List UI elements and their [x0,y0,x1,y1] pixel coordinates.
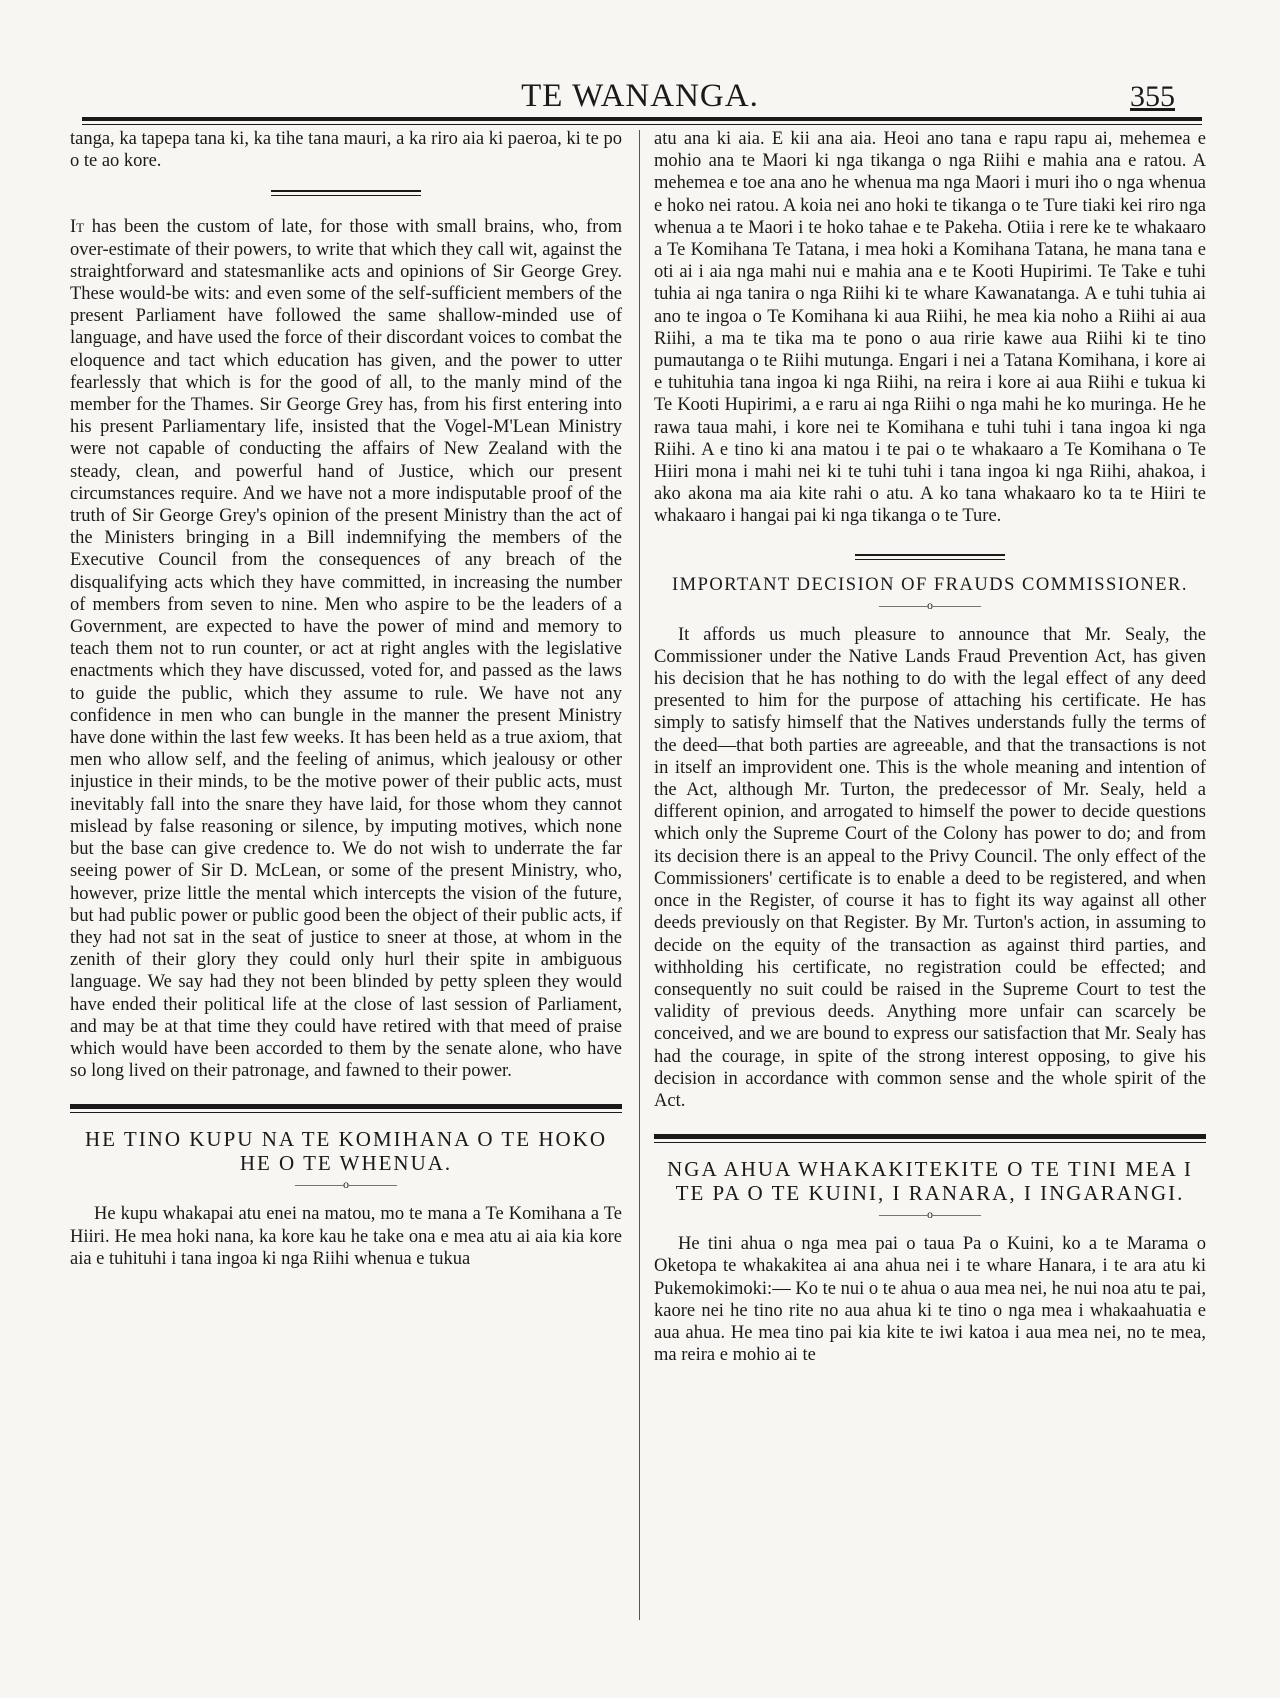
section-rule-thin [654,1142,1206,1143]
left-column [70,128,622,1270]
heading-ornament: ————o———— [879,597,981,612]
frauds-decision-text: It affords us much pleasure to announce that Mr. Sealy, the Commissioner under the Native Lands Fraud Prevention Act, has given his decision that he has nothing to do with the legal effect of any deed presented to him for the purpose of attaching his certificate. He has simply to satisfy himself that the Natives understands fully the terms of the deed—that both parties are agreeable, and that the transactions is not in itself an improvident one. This is the whole meaning and intention of the Act, although Mr. Turton, the predecessor of Mr. Sealy, held a different opinion, and arrogated to himself the power to decide questions which only the Supreme Court of the Colony has power to do; and from its decision there is an appeal to the Privy Council. The only effect of the Commissioners' certificate is to enable a deed to be registered, and when once in the Register, of course it has to fight its way against all other deeds previously on that Register. By Mr. Turton's action, in assuming to decide on the equity of the transaction as against third parties, and withholding his certificate, no registration could be effected; and consequently no suit could be raised in the Supreme Court to test the validity of previous deeds. Anything more unfair can scarcely be conceived, and we are bound to express our satisfaction that Mr. Sealy has had the courage, in spite of the strong interest opposing, to give his decision in accordance with common sense and the whole spirit of the Act. [654,624,1206,1111]
frauds-decision-heading: IMPORTANT DECISION OF FRAUDS COMMISSIONER. [672,574,1188,595]
right-column [654,128,1206,1366]
article-separator-thin [855,559,1005,560]
exhibition-heading: NGA AHUA WHAKAKITEKITE O TE TINI MEA I TE PA O TE KUINI, I RANARA, I INGARANGI. [667,1157,1193,1206]
editorial-lead-word: It [70,217,85,238]
column-divider [639,130,640,1620]
header-rule-thin [82,124,1202,125]
header-rule [82,117,1202,121]
newspaper-title: TE WANANGA. [521,78,759,114]
editorial-article [70,216,622,1082]
article-separator [271,190,421,192]
maori-decision-text: He kupu whakapai atu enei na matou, mo te mana a Te Komihana a Te Hiiri. He mea hoki nana, ka kore kau he take ona e mea atu ai aia kia kore aia e tuhituhi i tana ingoa ki nga Riihi whenua e tukua [70,1204,622,1269]
editorial-body: has been the custom of late, for those with small brains, who, from over-estimate of their powers, to write that which they call wit, against the straightforward and statesmanlike acts and opinions of Sir George Grey. These would-be wits: and even some of the self-sufficient members of the present Parliament have followed the same shallow-minded use of language, and have used the force of their discordant voices to combat the eloquence and tact which education has given, and the power to utter fearlessly that which is for the good of all, to the manly mind of the member for the Thames. Sir George Grey has, from his first entering into his present Parliamentary life, insisted that the Vogel-M'Lean Ministry were not capable of conducting the affairs of New Zealand with the steady, clean, and powerful hand of Justice, which our present circumstances require. And we have not a more indisputable proof of the truth of Sir George Grey's opinion of the present Ministry than the act of the Ministers bringing in a Bill indemnifying the members of the Executive Council from the consequences of any breach of the disqualifying acts which they have committed, in increasing the number of members from seven to nine. Men who aspire to be the leaders of a Government, are expected to have the power of mind and memory to teach them not to run counter, or act at right angles with the legislative enactments which they have discussed, voted for, and passed as the laws to guide the public, which they assume to rule. We have not any confidence in men who can bungle in the manner the present Ministry have done within the last few weeks. It has been held as a true axiom, that men who allow self, and the feeling of animus, which jealousy or other injustice in their minds, to be the motive power of their public acts, must inevitably fall into the snare they have laid, for those whom they cannot mislead by false reasoning or silence, by imputing motives, which none but the base can give credence to. We do not wish to underrate the far seeing power of Sir D. McLean, or some of the present Ministry, who, however, prize little the mental which intercepts the vision of the future, but had public power or public good been the object of their public acts, if they had not sat in the seat of justice to sneer at those, at whom in the zenith of their glory they could only hurl their spite in ambiguous language. We say had they not been blinded by petty spleen they would have ended their political life at the close of last session of Parliament, and may be at that time they could have retired with that meed of praise which would have been accorded to them by the senate alone, who have so long lived on their patronage, and fawned to their power. [70,217,622,1082]
section-rule [654,1134,1206,1139]
continued-maori-text: tanga, ka tapepa tana ki, ka tihe tana mauri, a ka riro aia ki paeroa, ki te po o te ao kore. [70,129,622,172]
maori-decision-heading: HE TINO KUPU NA TE KOMIHANA O TE HOKO HE O TE WHENUA. [85,1127,607,1176]
exhibition-text: He tini ahua o nga mea pai o taua Pa o Kuini, ko a te Marama o Oketopa te whakakitea ai ana ahua nei i te whare Hanara, i te ara atu ki Pukemokimoki:— Ko te nui o te ahua o aua mea nei, he nui noa atu te pai, kaore nei he tino rite no aua ahua ki te tino o nga mea i whakaahuatia e aua ahua. He mea tino pai kia kite te iwi katoa i aua mea nei, no te mea, ma reira e mohio ai te [654,1234,1206,1366]
article-separator [855,554,1005,556]
heading-ornament: ————o———— [879,1207,981,1222]
heading-ornament: ————o———— [295,1177,397,1192]
article-separator-thin [271,195,421,196]
section-rule-thin [70,1112,622,1113]
continued-maori-article: atu ana ki aia. E kii ana aia. Heoi ano tana e rapu rapu ai, mehemea e mohio ana te Maori ki nga tikanga o nga Riihi e mahia ana e ratou. A mehemea e toe ana ano he whenua ma nga Maori i muri iho o nga whenua e hoko nei ratou. A koia nei ano hoki te tikanga o te Ture tiaki kei riro nga whenua a te Maori i te hoko tahae e te Pakeha. Otiia i rere ke te whakaaro a Te Komihana Te Tatana, i mea hoki a Komihana Tatana, he mana tana e oti ai i aia nga mahi nui e mahia ana e te Kooti Hupirimi. Te Take e tuhi tuhia ai nga tanira o nga Riihi ki te whare Kawanatanga. A e tuhi tuhia ai ano te ingoa o Te Komihana ki aua Riihi, he mea kia noho a Riihi ai aua Riihi, a ma te tika ma te pono o aua ririe kawe aua Riihi ki te tino pumautanga o te Riihi mutunga. Engari i nei a Tatana Komihana, i kore ai e tuhituhia tana ingoa ki nga Riihi, na reira i kore ai aua Riihi e tukua ki Te Kooti Hupirimi, a e raru ai nga Riihi o nga mahi he ko muringa. He he rawa taua mahi, i kore nei te Komihana e tuhi tuhi i tana ingoa ki nga Riihi. A e tino ki ana matou i te pai o te whakaaro a Te Komihana o Te Hiiri mona i mahi nei ki te tuhi tuhi i tana ingoa ki nga Riihi, ahakoa, i ako akona ma aia kite rahi o atu. A ko tana whakaaro ko ta te Hiiri te whakaaro i hangai pai ki nga tikanga o te Ture. [654,129,1206,527]
masthead [0,78,1280,118]
section-rule [70,1104,622,1109]
page-number: 355 [1130,80,1175,113]
